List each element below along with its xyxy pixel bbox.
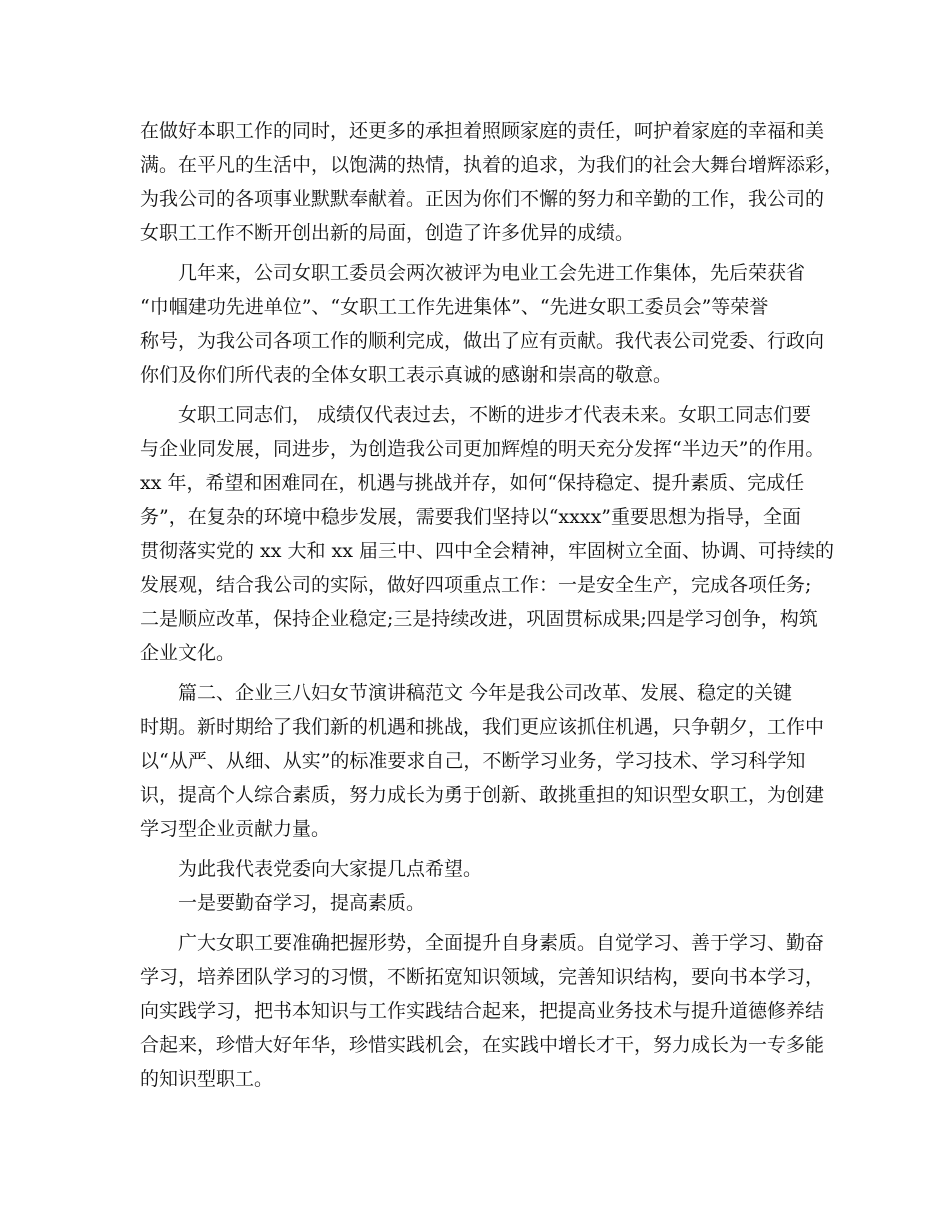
text-line: 企业文化。: [140, 642, 236, 664]
text-line: 以“从严、从细、从实”的标准要求自己，不断学习业务，学习技术、学习科学知: [140, 750, 806, 772]
text-line: 向实践学习，把书本知识与工作实践结合起来，把提高业务技术与提升道德修养结: [140, 1000, 825, 1022]
text-line: 识，提高个人综合素质，努力成长为勇于创新、敢挑重担的知识型女职工，为创建: [140, 784, 825, 806]
text-line: 在做好本职工作的同时，还更多的承担着照顾家庭的责任，呵护着家庭的幸福和美: [140, 120, 825, 142]
text-line: 二是顺应改革，保持企业稳定;三是持续改进，巩固贯标成果;四是学习创争，构筑: [140, 608, 818, 630]
text-line: 广大女职工要准确把握形势，全面提升自身素质。自觉学习、善于学习、勤奋: [178, 932, 825, 954]
text-line: 一是要勤奋学习，提高素质。: [178, 892, 426, 914]
document-body: [140, 114, 844, 1096]
text-line: “巾帼建功先进单位”、“女职工工作先进集体”、“先进女职工委员会”等荣誉: [140, 296, 769, 318]
text-line: 女职工工作不断开创出新的局面，创造了许多优异的成绩。: [140, 222, 635, 244]
text-line: 与企业同发展，同进步，为创造我公司更加辉煌的明天充分发挥“半边天”的作用。: [140, 438, 825, 460]
text-line: 贯彻落实党的 xx 大和 xx 届三中、四中全会精神，牢固树立全面、协调、可持续的: [140, 540, 835, 562]
text-line: 女职工同志们， 成绩仅代表过去，不断的进步才代表未来。女职工同志们要: [178, 404, 812, 426]
text-line: 几年来，公司女职工委员会两次被评为电业工会先进工作集体，先后荣获省: [178, 262, 806, 284]
text-line: 发展观，结合我公司的实际，做好四项重点工作：一是安全生产，完成各项任务;: [140, 574, 812, 596]
text-line: 你们及你们所代表的全体女职工表示真诚的感谢和崇高的敬意。: [140, 364, 673, 386]
text-line: 为此我代表党委向大家提几点希望。: [178, 858, 483, 880]
section-heading-line: 篇二、企业三八妇女节演讲稿范文 今年是我公司改革、发展、稳定的关键: [178, 682, 793, 704]
text-line: xx 年，希望和困难同在，机遇与挑战并存，如何“保持稳定、提升素质、完成任: [140, 472, 805, 494]
text-line: 学习型企业贡献力量。: [140, 818, 331, 840]
text-line: 为我公司的各项事业默默奉献着。正因为你们不懈的努力和辛勤的工作，我公司的: [140, 188, 825, 210]
text-line: 的知识型职工。: [140, 1068, 274, 1090]
text-line: 时期。新时期给了我们新的机遇和挑战，我们更应该抓住机遇，只争朝夕，工作中: [140, 716, 825, 738]
text-line: 合起来，珍惜大好年华，珍惜实践机会，在实践中增长才干，努力成长为一专多能: [140, 1034, 825, 1056]
text-line: 称号，为我公司各项工作的顺利完成，做出了应有贡献。我代表公司党委、行政向: [140, 330, 825, 352]
text-line: 学习，培养团队学习的习惯，不断拓宽知识领域，完善知识结构，要向书本学习，: [140, 966, 825, 988]
text-line: 务”，在复杂的环境中稳步发展，需要我们坚持以“xxxx”重要思想为指导，全面: [140, 506, 802, 528]
text-line: 满。在平凡的生活中，以饱满的热情，执着的追求，为我们的社会大舞台增辉添彩，: [140, 154, 844, 176]
